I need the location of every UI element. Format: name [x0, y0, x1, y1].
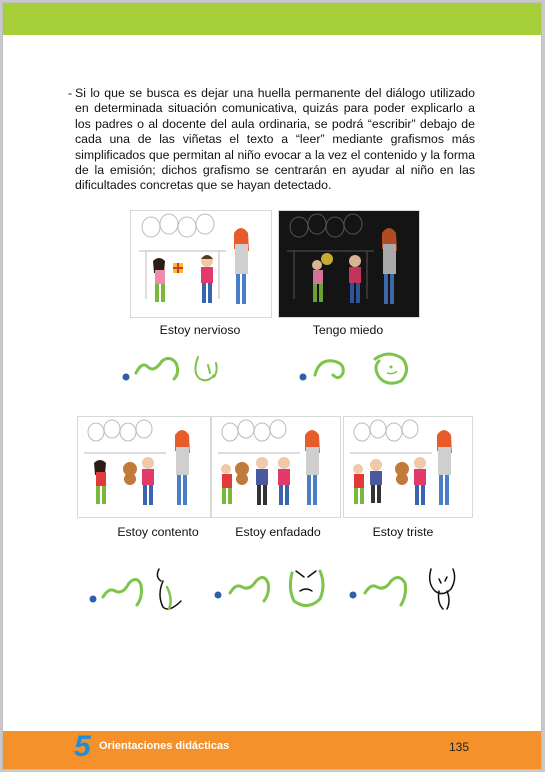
illustration-triste	[343, 416, 473, 518]
grafismo-miedo	[293, 345, 423, 395]
illustration-miedo	[278, 210, 420, 318]
chapter-title: Orientaciones didácticas	[99, 740, 230, 752]
caption-contento: Estoy contento	[117, 525, 199, 539]
caption-triste: Estoy triste	[372, 525, 434, 539]
paragraph-text: Si lo que se busca es dejar una huella permanente del diálogo utilizado en determinada situación comunicativa, quizás para poder explicarlo a los padres o al docente del aula ordinaria, se podrá “escribir” debajo de cada una de las viñetas el texto a “leer” mediante grafismos más simplificados que permitan al niño evocar a la vez el contenido y la forma de la emisión; dichos grafismo se centrarán en ayudar al niño en las dificultades concretas que se hayan detectado.	[75, 86, 475, 193]
illustration-enfadado	[211, 416, 341, 518]
chapter-number: 5	[74, 730, 91, 763]
body-paragraph	[68, 86, 475, 194]
caption-nervioso: Estoy nervioso	[159, 323, 241, 337]
page-number: 135	[449, 740, 470, 754]
bullet-dash: -	[68, 86, 73, 100]
grafismo-enfadado	[208, 561, 338, 621]
caption-enfadado: Estoy enfadado	[235, 525, 321, 539]
page	[2, 2, 542, 770]
illustration-nervioso	[130, 210, 272, 318]
caption-miedo: Tengo miedo	[312, 323, 384, 337]
grafismo-nervioso	[118, 345, 238, 395]
top-color-bar	[3, 3, 541, 35]
illustration-contento	[77, 416, 211, 518]
grafismo-triste	[343, 561, 473, 621]
grafismo-contento	[85, 561, 195, 621]
